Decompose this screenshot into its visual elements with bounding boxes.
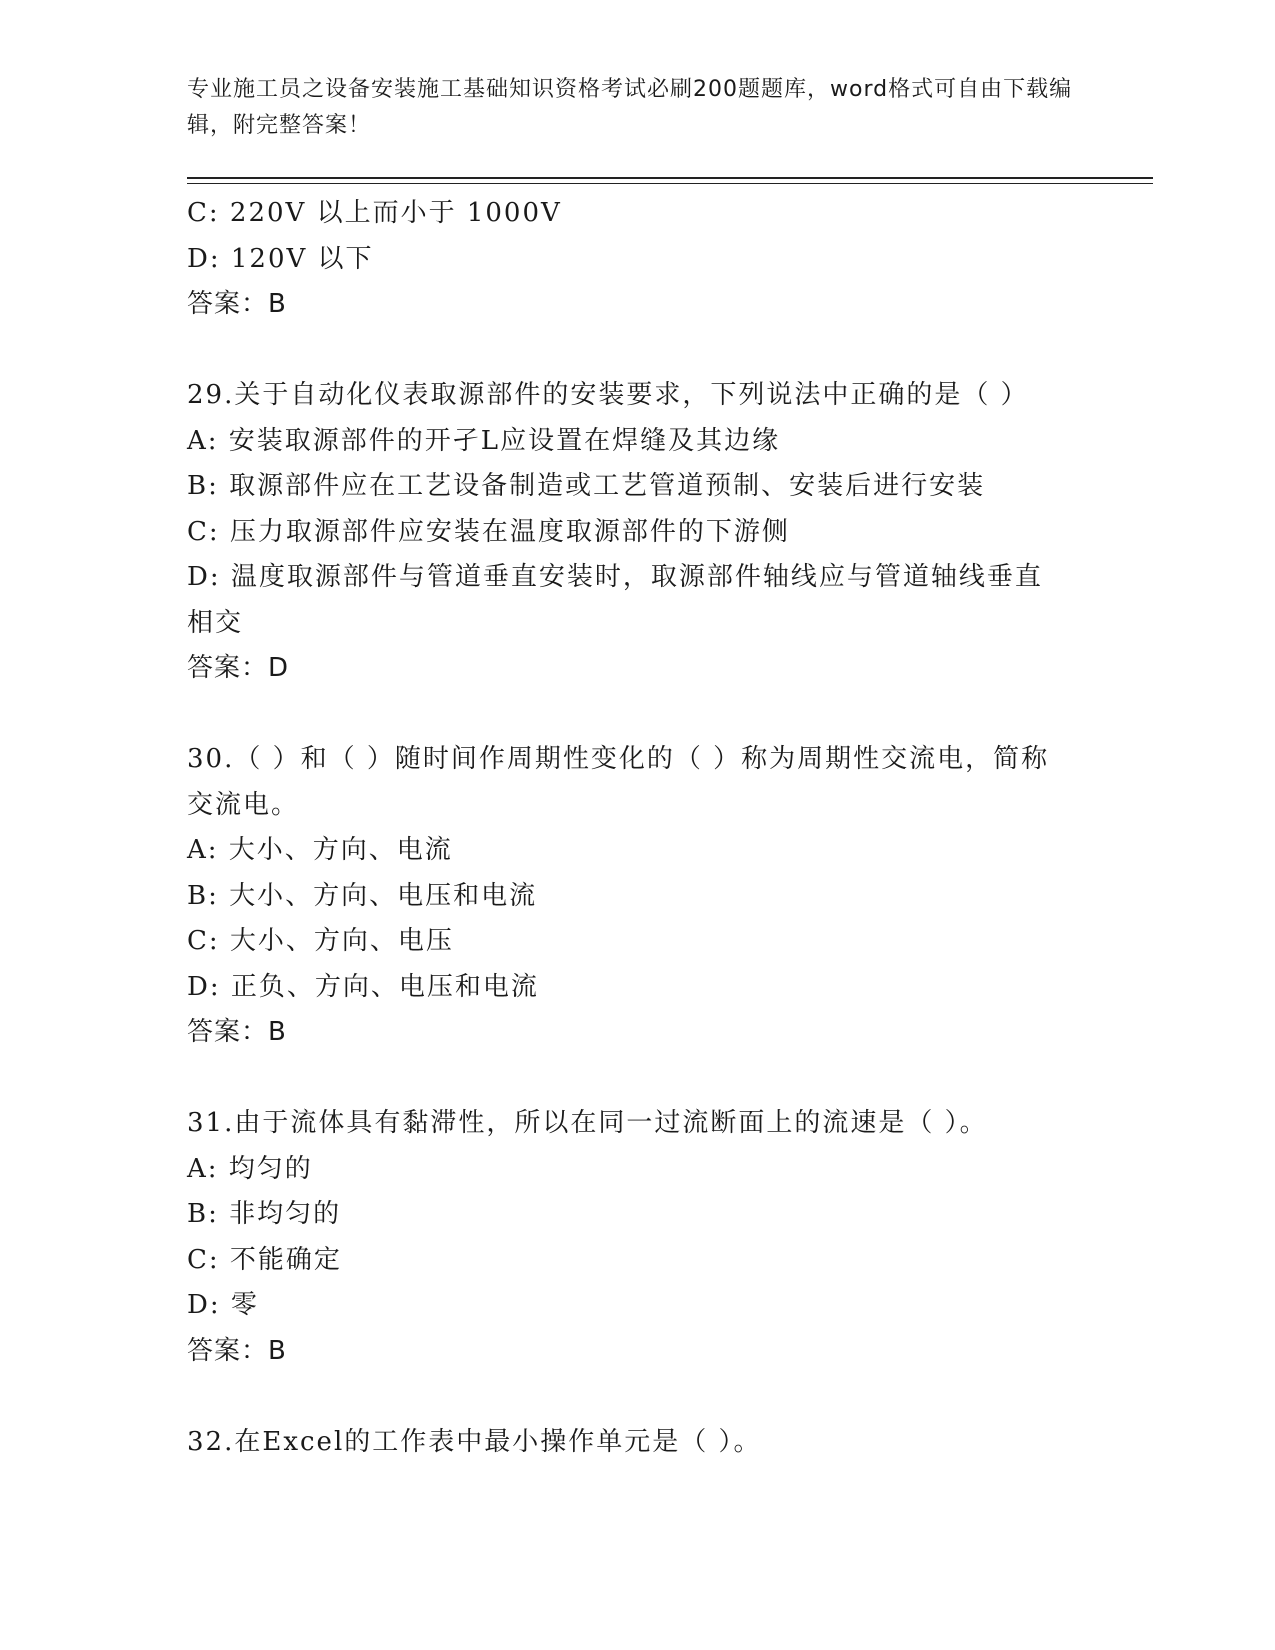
question-stem: 31.由于流体具有黏滞性，所以在同一过流断面上的流速是（ ）。 — [187, 1108, 988, 1138]
option-c: C: 压力取源部件应安装在温度取源部件的下游侧 — [187, 516, 790, 547]
question-31 — [187, 1101, 1087, 1374]
spacer — [187, 328, 1087, 374]
option-c: C: 不能确定 — [187, 1244, 342, 1275]
option-b: B: 非均匀的 — [187, 1199, 342, 1229]
header-divider-thick — [187, 177, 1153, 179]
answer: 答案：B — [187, 289, 287, 319]
question-30 — [187, 737, 1087, 1056]
option-d: D: 温度取源部件与管道垂直安装时，取源部件轴线应与管道轴线垂直相交 — [187, 562, 1043, 638]
question-stem: 30.（ ）和（ ）随时间作周期性变化的（ ）称为周期性交流电，简称交流电。 — [187, 744, 1050, 820]
spacer — [187, 692, 1087, 738]
question-partial — [187, 191, 1087, 328]
option-a: A: 大小、方向、电流 — [187, 835, 453, 865]
option-c: C: 大小、方向、电压 — [187, 926, 454, 956]
option-d: D: 120V 以下 — [187, 243, 374, 274]
question-stem: 29.关于自动化仪表取源部件的安装要求，下列说法中正确的是（ ） — [187, 380, 1029, 410]
question-list — [187, 191, 1087, 1465]
option-b: B: 大小、方向、电压和电流 — [187, 880, 538, 911]
option-c: C: 220V 以上而小于 1000V — [187, 198, 562, 228]
option-d: D: 正负、方向、电压和电流 — [187, 971, 539, 1002]
answer: 答案：B — [187, 1017, 287, 1047]
spacer — [187, 1056, 1087, 1102]
document-header — [187, 72, 1077, 144]
header-divider-thin — [187, 183, 1153, 184]
question-stem: 32.在Excel的工作表中最小操作单元是（ ）。 — [187, 1426, 762, 1457]
option-d: D: 零 — [187, 1290, 259, 1320]
option-a: A: 安装取源部件的开孑L应设置在焊缝及其边缘 — [187, 425, 781, 456]
question-29 — [187, 373, 1087, 692]
header-title: 专业施工员之设备安装施工基础知识资格考试必刷200题题库，word格式可自由下载编辑，附完整答案！ — [187, 77, 1073, 138]
question-32 — [187, 1420, 1087, 1466]
option-b: B: 取源部件应在工艺设备制造或工艺管道预制、安装后进行安装 — [187, 471, 986, 501]
answer: 答案：D — [187, 653, 290, 683]
option-a: A: 均匀的 — [187, 1153, 313, 1184]
spacer — [187, 1374, 1087, 1420]
answer: 答案：B — [187, 1335, 287, 1366]
